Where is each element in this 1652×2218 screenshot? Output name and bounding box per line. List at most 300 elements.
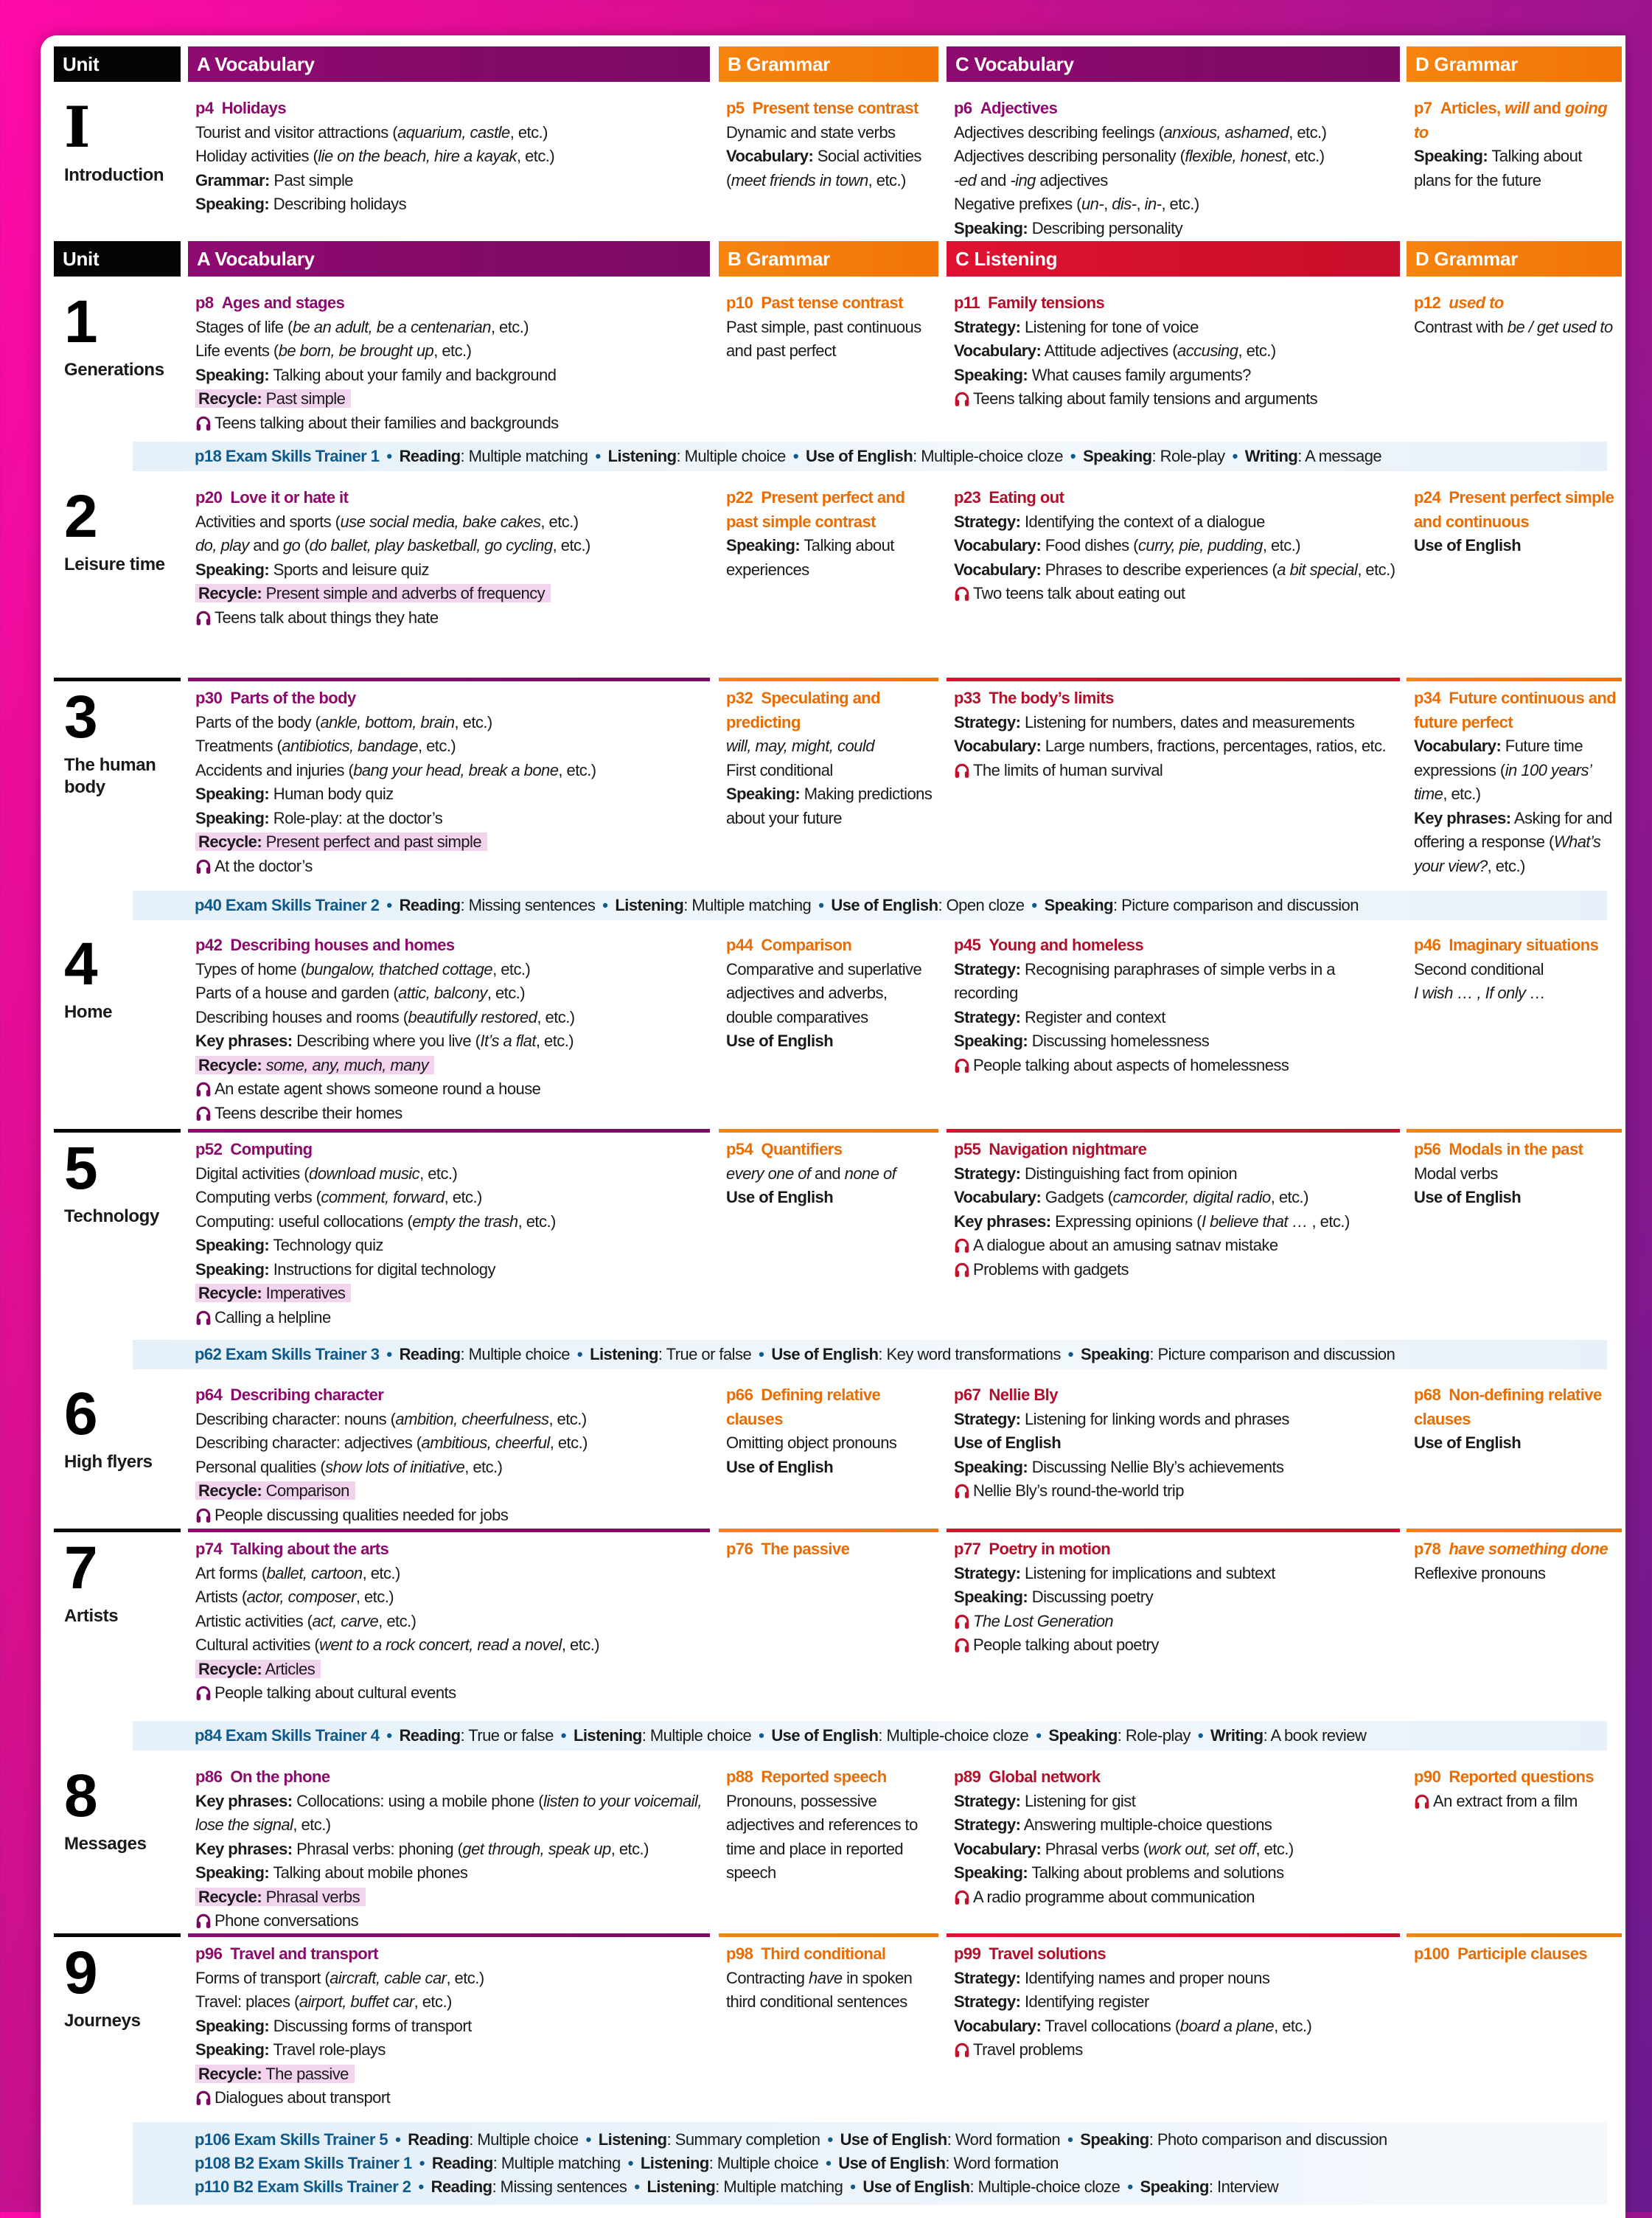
lesson-line <box>195 339 705 364</box>
bullet: • <box>386 896 392 914</box>
lesson-line <box>195 316 705 340</box>
skill-value: : True or false <box>460 1726 554 1745</box>
text-segment: Identifying names and proper nouns <box>1020 1968 1270 1987</box>
exam-skills-trainer-row[interactable] <box>195 2128 1607 2152</box>
lesson-title[interactable] <box>954 291 1395 316</box>
text-segment: Sports and leisure quiz <box>269 560 429 579</box>
text-segment: , etc.) <box>1286 147 1325 165</box>
text-segment: What’s your view? <box>1414 832 1601 875</box>
text-segment: Speaking: <box>195 785 270 803</box>
page-number: p74 <box>195 1540 223 1558</box>
text-segment: beautifully restored <box>408 1007 537 1026</box>
bullet: • <box>1067 1345 1073 1363</box>
lesson-line <box>195 1967 705 1991</box>
lesson-title[interactable] <box>195 97 705 121</box>
audio-item <box>954 582 1395 606</box>
lesson-title[interactable] <box>726 934 934 958</box>
skill-value: : Multiple choice <box>641 1726 752 1745</box>
lesson-title[interactable] <box>726 291 934 316</box>
column-header-b: B Grammar <box>719 46 938 82</box>
text-segment: have something done <box>1449 1540 1609 1558</box>
lesson-title[interactable] <box>726 486 934 534</box>
recycle-note <box>195 1054 705 1078</box>
lesson-line <box>954 1585 1395 1610</box>
text-segment: Omitting object pronouns <box>726 1433 897 1452</box>
page-number: p76 <box>726 1540 753 1558</box>
text-segment: , etc.) <box>355 1588 394 1606</box>
text-segment: Strategy: <box>954 1791 1021 1810</box>
page-number: p11 <box>954 293 980 312</box>
recycle-note <box>195 830 705 855</box>
lesson-line <box>195 1861 705 1885</box>
text-segment: , etc.) <box>433 341 472 360</box>
lesson-title[interactable] <box>954 934 1395 958</box>
text-segment: Speaking: <box>726 536 801 554</box>
lesson-line <box>195 558 705 583</box>
text-segment: Speaking: <box>195 2016 270 2035</box>
text-segment: Talking about mobile phones <box>269 1863 468 1882</box>
text-segment: Collocations: using a mobile phone ( <box>292 1791 543 1810</box>
text-segment: Past simple <box>262 389 346 408</box>
lesson-line <box>954 1562 1395 1586</box>
lesson-title[interactable] <box>1414 291 1617 316</box>
trainer-title: Exam Skills Trainer 2 <box>225 896 380 914</box>
text-segment: , etc.) <box>378 1611 417 1630</box>
text-segment: Contracting <box>726 1968 809 1987</box>
headphones-icon <box>954 1613 970 1629</box>
text-segment: bang your head, break a bone <box>353 760 559 779</box>
text-segment: Strategy: <box>954 1563 1021 1582</box>
bullet: • <box>386 1726 392 1745</box>
lesson-line <box>195 1990 705 2014</box>
text-segment: Speaking: <box>195 560 270 579</box>
lesson-line <box>726 1967 934 2014</box>
skill-label: Listening <box>573 1726 642 1745</box>
text-segment: , etc.) <box>548 1409 587 1428</box>
text-segment: Parts of a house and garden ( <box>195 984 399 1002</box>
lesson-line <box>195 364 705 388</box>
text-segment: , etc.) <box>540 512 579 531</box>
lesson-title[interactable] <box>1414 1138 1617 1162</box>
skill-label: Listening <box>615 896 684 914</box>
lesson-title[interactable] <box>954 1942 1395 1967</box>
text-segment: , etc.) <box>552 536 590 554</box>
text-segment: and <box>1529 99 1565 117</box>
skill-label: Listening <box>607 447 677 465</box>
lesson-line <box>195 1408 705 1432</box>
lesson-title[interactable] <box>1414 486 1617 534</box>
text-segment: Vocabulary: <box>954 341 1042 360</box>
headphones-icon <box>954 762 970 778</box>
text-segment: Attitude adjectives ( <box>1041 341 1178 360</box>
text-segment: Computing: useful collocations ( <box>195 1211 413 1231</box>
lesson-line <box>195 1456 705 1480</box>
lesson-title[interactable] <box>195 686 705 711</box>
audio-item <box>195 855 705 879</box>
bullet: • <box>1232 447 1238 465</box>
text-segment: attic, balcony <box>398 984 487 1002</box>
lesson-a <box>188 1933 710 2110</box>
text-segment: Types of home ( <box>195 959 306 978</box>
text-segment: Vocabulary: <box>1414 737 1502 755</box>
text-segment: Teens describe their homes <box>215 1103 402 1122</box>
text-segment: Speaking: <box>954 365 1028 384</box>
text-segment: Instructions for digital technology <box>269 1259 495 1279</box>
bullet: • <box>386 447 392 465</box>
page-number: p42 <box>195 936 223 954</box>
lesson-title[interactable] <box>954 1383 1395 1408</box>
page-number: p44 <box>726 936 753 954</box>
text-segment: , etc.) <box>1308 1211 1350 1231</box>
text-segment: Recycle: <box>198 389 262 408</box>
lesson-title[interactable] <box>954 486 1395 510</box>
lesson-b <box>719 477 938 582</box>
audio-item <box>954 759 1395 783</box>
headphones-icon <box>954 1057 970 1073</box>
text-segment: Talking about experiences <box>726 536 894 579</box>
text-segment: Tourist and visitor attractions ( <box>195 122 398 142</box>
lesson-line <box>195 1790 705 1838</box>
exam-skills-trainer-row[interactable] <box>195 2152 1607 2175</box>
page-number: p24 <box>1414 488 1441 507</box>
lesson-title[interactable] <box>195 1537 705 1562</box>
page-number: p4 <box>195 99 214 117</box>
text-segment: Life events ( <box>195 341 279 360</box>
audio-item <box>195 1102 705 1126</box>
lesson-line <box>195 1162 705 1186</box>
page-number: p56 <box>1414 1140 1441 1158</box>
lesson-d <box>1407 1756 1622 1813</box>
lesson-line <box>195 759 705 783</box>
lesson-title[interactable] <box>195 1138 705 1162</box>
text-segment: Reported speech <box>761 1767 887 1786</box>
text-segment: use social media, bake cakes <box>340 512 541 531</box>
text-segment: Art forms ( <box>195 1563 267 1582</box>
lesson-title[interactable] <box>954 1537 1395 1562</box>
text-segment: Travel and transport <box>230 1944 378 1963</box>
lesson-c <box>947 1529 1400 1658</box>
exam-skills-trainer-row[interactable] <box>195 2175 1607 2199</box>
text-segment: Strategy: <box>954 1968 1021 1987</box>
lesson-title[interactable] <box>726 1138 934 1162</box>
text-segment: It’s a flat <box>480 1032 536 1050</box>
skill-value: : Multiple matching <box>492 2154 621 2172</box>
text-segment: Use of English <box>726 1457 834 1476</box>
lesson-line <box>195 711 705 735</box>
lesson-line <box>726 121 934 145</box>
text-segment: Love it or hate it <box>230 488 349 507</box>
text-segment: empty the trash <box>412 1211 518 1231</box>
text-segment: Nellie Bly’s round-the-world trip <box>973 1481 1184 1500</box>
exam-skills-trainer-row[interactable] <box>133 1340 1607 1369</box>
lesson-title[interactable] <box>1414 686 1617 734</box>
page-number: p5 <box>726 99 745 117</box>
lesson-title[interactable] <box>1414 1537 1617 1562</box>
skill-label: Speaking <box>1080 1345 1150 1363</box>
audio-item <box>195 1681 705 1706</box>
lesson-line <box>954 316 1395 340</box>
bullet: • <box>1070 447 1076 465</box>
text-segment: Speaking: <box>195 808 270 827</box>
skill-label: Listening <box>590 1345 658 1363</box>
lesson-line <box>195 807 705 831</box>
text-segment: ( <box>300 536 310 554</box>
text-segment: Recognising paraphrases of simple verbs in a recording <box>954 959 1335 1002</box>
text-segment: Recycle: <box>198 1284 262 1302</box>
text-segment: , etc.) <box>1161 195 1199 213</box>
text-segment: Contrast with <box>1414 317 1508 336</box>
skill-value: : Multiple-choice cloze <box>878 1726 1029 1745</box>
lesson-c <box>947 477 1400 606</box>
page-number: p52 <box>195 1140 223 1158</box>
lesson-line <box>954 510 1395 535</box>
exam-skills-trainer-row[interactable] <box>133 442 1607 471</box>
trainer-page: p106 <box>195 2130 230 2149</box>
unit-label <box>54 477 181 576</box>
lesson-title[interactable] <box>726 1383 934 1431</box>
trainer-title: Exam Skills Trainer 1 <box>225 447 380 465</box>
lesson-b <box>719 1129 938 1210</box>
text-segment: act, carve <box>312 1611 379 1630</box>
column-header-c: C Listening <box>947 241 1400 277</box>
text-segment: , etc.) <box>561 1635 600 1654</box>
text-segment: lie on the beach, hire a kayak <box>318 147 517 165</box>
lesson-title[interactable] <box>195 291 705 316</box>
skill-value: : Multiple matching <box>683 896 812 914</box>
lesson-title[interactable] <box>954 97 1395 121</box>
headphones-icon <box>195 858 212 874</box>
audio-item <box>195 1306 705 1330</box>
page-number: p22 <box>726 488 753 507</box>
lesson-title[interactable] <box>195 1383 705 1408</box>
bullet: • <box>585 2130 591 2149</box>
text-segment: Vocabulary: <box>954 737 1042 755</box>
text-segment: First conditional <box>726 760 833 779</box>
lesson-b <box>719 1529 938 1562</box>
headphones-icon <box>954 1888 970 1905</box>
lesson-line <box>195 145 705 169</box>
lesson-line <box>195 1006 705 1030</box>
lesson-line <box>954 558 1395 583</box>
text-segment: in- <box>1144 195 1162 213</box>
trainer-page: p62 <box>195 1345 222 1363</box>
text-segment: Travel problems <box>973 2040 1083 2059</box>
text-segment: in 100 years’ time <box>1414 760 1592 803</box>
skill-label: Speaking <box>1044 896 1113 914</box>
text-segment: Artists ( <box>195 1588 247 1606</box>
lesson-title[interactable] <box>195 1942 705 1967</box>
lesson-title[interactable] <box>726 1765 934 1790</box>
unit-label <box>54 1129 181 1228</box>
text-segment: , etc.) <box>1262 536 1301 554</box>
lesson-title[interactable] <box>726 1537 934 1562</box>
recycle-highlight <box>195 832 487 851</box>
text-segment: Identifying the context of a dialogue <box>1020 512 1265 531</box>
text-segment: The limits of human survival <box>973 760 1163 779</box>
skill-label: Speaking <box>1140 2177 1209 2196</box>
headphones-icon <box>954 390 970 406</box>
skill-value: : Interview <box>1208 2177 1279 2196</box>
skill-label: Use of English <box>840 2130 947 2149</box>
text-segment: accusing <box>1177 341 1238 360</box>
lesson-line <box>195 981 705 1006</box>
unit-number: 1 <box>64 288 98 355</box>
page-number: p30 <box>195 689 223 707</box>
text-segment: Parts of the body <box>230 689 356 707</box>
lesson-line <box>726 1186 934 1210</box>
page-number: p54 <box>726 1140 753 1158</box>
recycle-note <box>195 1479 705 1503</box>
lesson-title[interactable] <box>195 934 705 958</box>
unit-number: 5 <box>64 1135 98 1202</box>
lesson-title[interactable] <box>1414 1942 1617 1967</box>
text-segment: Past simple <box>269 170 353 190</box>
lesson-b <box>719 1756 938 1885</box>
skill-label: Listening <box>640 2154 709 2172</box>
page-number: p46 <box>1414 936 1441 954</box>
lesson-title[interactable] <box>195 1765 705 1790</box>
text-segment: , etc.) <box>1274 2016 1312 2035</box>
text-segment: be / get used to <box>1507 317 1613 336</box>
text-segment: adjectives <box>1035 170 1108 190</box>
lesson-c <box>947 88 1400 240</box>
lesson-line <box>726 734 934 759</box>
text-segment: go <box>282 536 301 554</box>
text-segment: Speculating and predicting <box>726 689 881 731</box>
lesson-line <box>1414 1162 1617 1186</box>
lesson-title[interactable] <box>726 1942 934 1967</box>
text-segment: Describing where you live ( <box>292 1032 481 1050</box>
text-segment: , etc.) <box>1270 1188 1308 1206</box>
text-segment: every one of <box>726 1164 811 1183</box>
text-segment: Cultural activities ( <box>195 1635 320 1654</box>
text-segment: , etc.) <box>549 1433 588 1452</box>
text-segment: went to a rock concert, read a novel <box>319 1635 562 1654</box>
text-segment: ballet, cartoon <box>266 1563 363 1582</box>
text-segment: Strategy: <box>954 712 1021 731</box>
text-segment: Travel: places ( <box>195 1992 299 2011</box>
text-segment: Describing houses and homes <box>230 936 455 954</box>
lesson-line <box>195 1585 705 1610</box>
unit-name: Leisure time <box>64 554 165 574</box>
text-segment: The body’s limits <box>989 689 1114 707</box>
lesson-title[interactable] <box>1414 934 1617 958</box>
page-number: p55 <box>954 1140 981 1158</box>
lesson-line <box>954 958 1395 1006</box>
text-segment: Eating out <box>989 488 1064 507</box>
text-segment: , etc.) <box>1443 785 1481 803</box>
text-segment: none of <box>844 1164 896 1183</box>
lesson-line <box>195 1633 705 1658</box>
lesson-line <box>954 1813 1395 1838</box>
lesson-b <box>719 88 938 192</box>
lesson-line <box>954 1210 1395 1234</box>
lesson-title[interactable] <box>1414 1383 1617 1431</box>
lesson-title[interactable] <box>1414 1765 1617 1790</box>
text-segment: , etc.) <box>1357 560 1395 579</box>
audio-item <box>954 1234 1395 1258</box>
lesson-c <box>947 1933 1400 2062</box>
lesson-title[interactable] <box>195 486 705 510</box>
lesson-line <box>195 121 705 145</box>
page-number: p99 <box>954 1944 981 1963</box>
text-segment: listen to your voicemail, lose the signal <box>195 1791 702 1834</box>
text-segment: Dynamic and state verbs <box>726 122 896 142</box>
text-segment: Vocabulary: <box>726 147 814 165</box>
text-segment: Ages and stages <box>221 293 345 312</box>
lesson-title[interactable] <box>726 97 934 121</box>
unit-label <box>54 88 181 187</box>
exam-skills-trainer-row[interactable] <box>133 1721 1607 1751</box>
text-segment: camcorder, digital radio <box>1112 1188 1271 1206</box>
text-segment: Digital activities ( <box>195 1164 310 1183</box>
exam-skills-trainer-row[interactable] <box>133 891 1607 920</box>
recycle-note <box>195 387 705 411</box>
text-segment: Comparison <box>262 1481 349 1500</box>
text-segment: An extract from a film <box>1433 1791 1578 1810</box>
text-segment: The passive <box>761 1540 850 1558</box>
text-segment: Defining relative clauses <box>726 1386 881 1428</box>
lesson-title[interactable] <box>726 686 934 734</box>
lesson-title[interactable] <box>954 1765 1395 1790</box>
page-number: p45 <box>954 936 981 954</box>
text-segment: Future time expressions ( <box>1414 737 1583 779</box>
recycle-highlight <box>195 1660 321 1678</box>
lesson-line <box>1414 1431 1617 1456</box>
audio-item <box>954 1885 1395 1910</box>
text-segment: used to <box>1449 293 1504 312</box>
lesson-line <box>195 1258 705 1282</box>
bullet: • <box>818 896 824 914</box>
skill-value: : Multiple matching <box>715 2177 843 2196</box>
text-segment: Speaking: <box>954 1032 1028 1050</box>
page-number: p20 <box>195 488 223 507</box>
text-segment: Activities and sports ( <box>195 512 341 531</box>
text-segment: have <box>809 1968 843 1987</box>
lesson-line <box>954 1408 1395 1432</box>
lesson-line <box>954 339 1395 364</box>
text-segment: -ing <box>1010 170 1036 190</box>
text-segment: , etc.) <box>1487 856 1525 875</box>
text-segment: Past tense contrast <box>761 293 903 312</box>
text-segment: Describing character: nouns ( <box>195 1409 396 1428</box>
lesson-title[interactable] <box>954 686 1395 711</box>
text-segment: Phrasal verbs: phoning ( <box>292 1839 463 1858</box>
lesson-c <box>947 1374 1400 1503</box>
lesson-title[interactable] <box>954 1138 1395 1162</box>
text-segment: , etc.) <box>362 1563 400 1582</box>
page-number: p6 <box>954 99 972 117</box>
text-segment: Vocabulary: <box>954 1188 1042 1206</box>
text-segment: Recycle: <box>198 1659 262 1678</box>
headphones-icon <box>195 609 212 625</box>
headphones-icon <box>195 1684 212 1700</box>
page-number: p86 <box>195 1767 223 1786</box>
lesson-title[interactable] <box>1414 97 1617 145</box>
page-number: p32 <box>726 689 753 707</box>
trainer-title: B2 Exam Skills Trainer 1 <box>234 2154 412 2172</box>
text-segment: Describing houses and rooms ( <box>195 1007 408 1026</box>
text-segment: Talking about your family and background <box>269 365 557 384</box>
text-segment: aquarium, castle <box>397 122 510 142</box>
unit-label <box>54 1933 181 2032</box>
lesson-line <box>726 1790 934 1885</box>
text-segment: Social activities ( <box>726 147 921 190</box>
unit-label <box>54 1529 181 1627</box>
skill-value: : Summary completion <box>666 2130 820 2149</box>
lesson-line <box>954 2014 1395 2039</box>
lesson-line <box>726 1029 934 1054</box>
